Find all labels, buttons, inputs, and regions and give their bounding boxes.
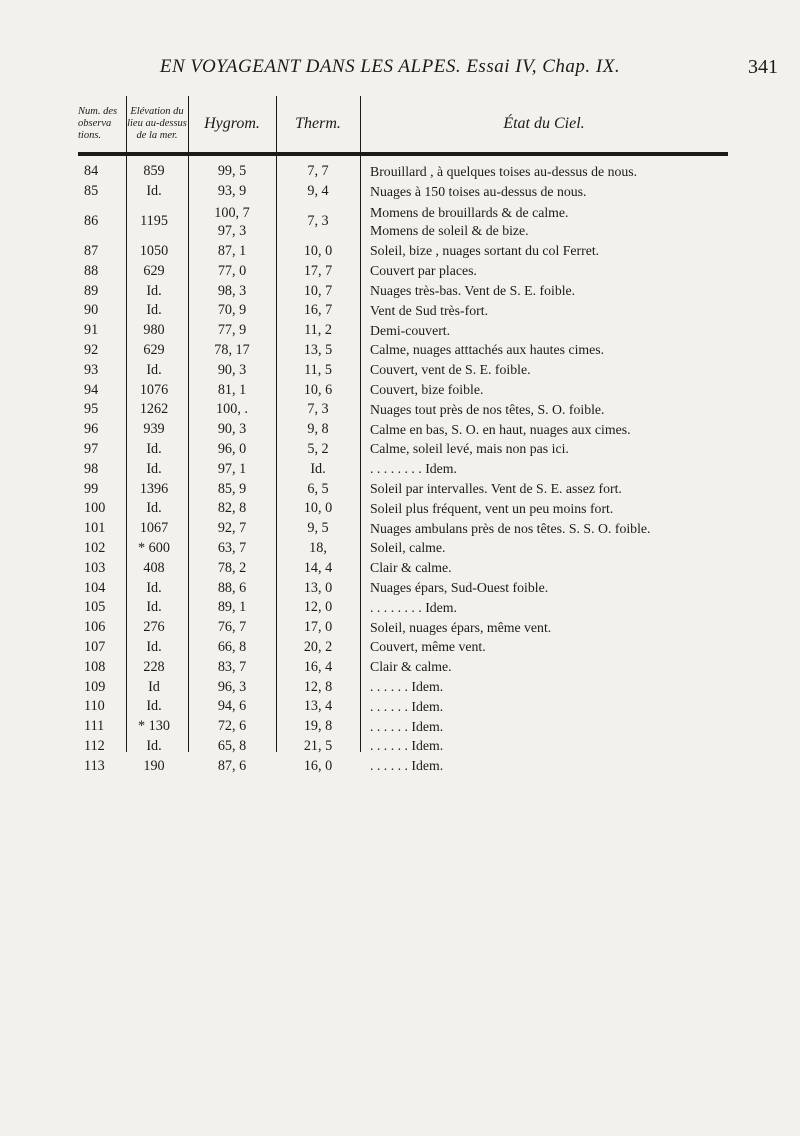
table-row — [78, 657, 728, 677]
elevation-cell: Id. — [146, 183, 162, 200]
elevation-cell: Id. — [146, 440, 162, 457]
observation-number: 113 — [84, 757, 105, 774]
sky-state-cell: Calme en bas, S. O. en haut, nuages aux cimes. — [370, 421, 631, 437]
hygrometer-cell: 76, 7 — [217, 619, 247, 636]
hygrometer-cell: 63, 7 — [217, 539, 247, 556]
hygrometer-cell-line: 97, 3 — [217, 222, 247, 239]
sky-state-cell: Demi-couvert. — [370, 322, 451, 338]
sky-state-cell: . . . . . . Idem. — [370, 738, 444, 754]
hygrometer-cell: 98, 3 — [217, 282, 247, 299]
sky-state-cell: . . . . . . Idem. — [370, 698, 444, 714]
observation-number: 85 — [84, 183, 99, 200]
hygrometer-cell: 66, 8 — [217, 638, 247, 655]
elevation-cell: 276 — [143, 619, 165, 636]
hygrometer-cell: 96, 0 — [217, 440, 247, 457]
sky-state-cell: Soleil, calme. — [370, 540, 446, 556]
observation-number: 107 — [84, 638, 106, 655]
sky-state-cell: Couvert par places. — [370, 263, 477, 279]
thermometer-cell: 12, 0 — [303, 599, 333, 616]
hygrometer-cell: 99, 5 — [217, 163, 247, 180]
thermometer-cell: 13, 0 — [303, 579, 333, 596]
hygrometer-cell: 90, 3 — [217, 421, 247, 438]
sky-state-cell: Soleil, nuages épars, même vent. — [370, 619, 552, 635]
table-row — [78, 301, 728, 321]
thermometer-cell: 11, 5 — [304, 361, 332, 378]
thermometer-cell: 17, 0 — [303, 619, 333, 636]
sky-state-cell: Nuages très-bas. Vent de S. E. foible. — [370, 283, 576, 299]
sky-state-cell: Nuages ambulans près de nos têtes. S. S. O. foible. — [370, 520, 651, 536]
thermometer-cell: 13, 5 — [303, 341, 333, 358]
thermometer-cell: 16, 4 — [303, 658, 333, 675]
header-thermometer: Therm. — [295, 115, 341, 132]
table-row — [78, 479, 728, 499]
observation-number: 104 — [84, 579, 106, 596]
header-hygrometer: Hygrom. — [204, 115, 260, 132]
sky-state-cell — [360, 204, 728, 240]
sky-state-cell: Nuages épars, Sud-Ouest foible. — [370, 580, 549, 596]
elevation-cell: Id. — [146, 282, 162, 299]
hygrometer-cell: 81, 1 — [217, 381, 247, 398]
hygrometer-cell: 87, 1 — [217, 242, 247, 259]
observation-number: 91 — [84, 322, 99, 339]
elevation-cell: 1195 — [140, 213, 168, 230]
table-row — [78, 400, 728, 420]
elevation-cell: 629 — [143, 341, 165, 358]
sky-state-cell: Calme, nuages atttachés aux hautes cimes. — [370, 342, 605, 358]
observation-number: 97 — [84, 440, 99, 457]
thermometer-cell: 7, 3 — [307, 213, 329, 230]
table-row — [78, 519, 728, 539]
thermometer-cell: 10, 7 — [303, 282, 333, 299]
hygrometer-cell: 78, 2 — [217, 559, 247, 576]
hygrometer-cell — [188, 204, 276, 240]
observation-number: 103 — [84, 559, 106, 576]
observation-table — [78, 98, 728, 776]
observation-number: 110 — [84, 698, 105, 715]
thermometer-cell: 9, 8 — [307, 421, 329, 438]
table-row — [78, 499, 728, 519]
thermometer-cell: 7, 3 — [307, 401, 329, 418]
hygrometer-cell: 77, 0 — [217, 262, 247, 279]
table-row — [78, 677, 728, 697]
elevation-cell: 1262 — [139, 401, 169, 418]
elevation-cell: * 600 — [138, 539, 170, 556]
elevation-cell: Id. — [146, 698, 162, 715]
observation-number: 98 — [84, 460, 99, 477]
table-row — [78, 242, 728, 262]
sky-state-cell: Couvert, vent de S. E. foible. — [370, 362, 531, 378]
table-row — [78, 756, 728, 776]
running-title: EN VOYAGEANT DANS LES ALPES. Essai IV, Chap. IX. — [159, 56, 621, 77]
thermometer-cell: 7, 7 — [307, 163, 329, 180]
observation-number: 111 — [84, 718, 105, 735]
hygrometer-cell: 92, 7 — [217, 520, 247, 537]
table-row — [78, 321, 728, 341]
sky-state-cell: Clair & calme. — [370, 659, 452, 675]
hygrometer-cell: 89, 1 — [217, 599, 247, 616]
table-row — [78, 717, 728, 737]
thermometer-cell: 5, 2 — [307, 440, 329, 457]
elevation-cell: Id. — [146, 579, 162, 596]
table-row — [78, 380, 728, 400]
table-row — [78, 598, 728, 618]
thermometer-cell: 6, 5 — [307, 480, 329, 497]
observation-number: 108 — [84, 658, 106, 675]
hygrometer-cell: 94, 6 — [217, 698, 247, 715]
thermometer-cell: 11, 2 — [304, 322, 332, 339]
elevation-cell: Id. — [146, 460, 162, 477]
header-elevation: Elévation du lieu au-dessus de la mer. — [127, 106, 187, 141]
hygrometer-cell: 83, 7 — [217, 658, 247, 675]
observation-number: 92 — [84, 341, 99, 358]
thermometer-cell: Id. — [310, 460, 326, 477]
thermometer-cell: 12, 8 — [303, 678, 333, 695]
thermometer-cell: 9, 5 — [307, 520, 329, 537]
column-divider — [126, 96, 127, 752]
thermometer-cell: 18, — [309, 539, 327, 556]
sky-state-cell: Couvert, même vent. — [370, 639, 486, 655]
elevation-cell: Id. — [146, 737, 162, 754]
elevation-cell: Id. — [146, 500, 162, 517]
table-row — [78, 440, 728, 460]
elevation-cell: 1050 — [139, 242, 169, 259]
table-row — [78, 697, 728, 717]
elevation-cell: 939 — [143, 421, 165, 438]
table-row — [78, 539, 728, 559]
observation-number: 84 — [84, 163, 99, 180]
observation-number: 93 — [84, 361, 99, 378]
hygrometer-cell: 88, 6 — [217, 579, 247, 596]
hygrometer-cell: 96, 3 — [217, 678, 247, 695]
sky-state-cell: Nuages tout près de nos têtes, S. O. foible. — [370, 401, 605, 417]
header-observations: Num. des observa tions. — [78, 106, 118, 141]
sky-state-cell: Calme, soleil levé, mais non pas ici. — [370, 441, 569, 457]
hygrometer-cell: 70, 9 — [217, 302, 247, 319]
elevation-cell: 1396 — [139, 480, 169, 497]
observation-number: 109 — [84, 678, 106, 695]
hygrometer-cell: 97, 1 — [217, 460, 247, 477]
observation-number: 90 — [84, 302, 99, 319]
table-row — [78, 360, 728, 380]
table-row — [78, 341, 728, 361]
observation-number: 99 — [84, 480, 99, 497]
sky-state-cell: Vent de Sud très-fort. — [370, 302, 489, 318]
hygrometer-cell: 100, . — [216, 401, 248, 418]
observation-number: 89 — [84, 282, 99, 299]
elevation-cell: 1067 — [139, 520, 169, 537]
observation-number: 101 — [84, 520, 106, 537]
elevation-cell: 980 — [143, 322, 165, 339]
thermometer-cell: 19, 8 — [303, 718, 333, 735]
column-divider — [360, 96, 361, 752]
thermometer-cell: 16, 7 — [303, 302, 333, 319]
sky-state-cell: Soleil, bize , nuages sortant du col Ferret. — [370, 243, 600, 259]
sky-state-cell: Soleil plus fréquent, vent un peu moins fort. — [370, 500, 614, 516]
hygrometer-cell: 77, 9 — [217, 322, 247, 339]
thermometer-cell: 20, 2 — [303, 638, 333, 655]
sky-state-cell: Soleil par intervalles. Vent de S. E. assez fort. — [370, 481, 622, 497]
column-divider — [188, 96, 189, 752]
hygrometer-cell: 90, 3 — [217, 361, 247, 378]
table-row — [78, 618, 728, 638]
sky-state-cell-line: Momens de brouillards & de calme. — [370, 204, 569, 220]
hygrometer-cell: 72, 6 — [217, 718, 247, 735]
table-row — [78, 558, 728, 578]
thermometer-cell: 17, 7 — [303, 262, 333, 279]
thermometer-cell: 10, 0 — [303, 242, 333, 259]
hygrometer-cell: 93, 9 — [217, 183, 247, 200]
hygrometer-cell-line: 100, 7 — [214, 204, 250, 221]
observation-number: 95 — [84, 401, 99, 418]
observation-number: 100 — [84, 500, 106, 517]
sky-state-cell: . . . . . . Idem. — [370, 758, 444, 774]
sky-state-cell: Couvert, bize foible. — [370, 382, 484, 398]
table-row — [78, 261, 728, 281]
table-row — [78, 182, 728, 202]
table-header — [78, 98, 728, 150]
page-number: 341 — [748, 56, 778, 78]
elevation-cell: Id. — [146, 361, 162, 378]
hygrometer-cell: 85, 9 — [217, 480, 247, 497]
table-body — [78, 162, 728, 776]
thermometer-cell: 21, 5 — [303, 737, 333, 754]
observation-number: 94 — [84, 381, 99, 398]
observation-number: 105 — [84, 599, 106, 616]
thermometer-cell: 9, 4 — [307, 183, 329, 200]
thermometer-cell: 14, 4 — [303, 559, 333, 576]
header-sky-state: État du Ciel. — [503, 115, 585, 132]
hygrometer-cell: 65, 8 — [217, 737, 247, 754]
thermometer-cell: 16, 0 — [303, 757, 333, 774]
observation-number: 106 — [84, 619, 106, 636]
table-row — [78, 162, 728, 182]
hygrometer-cell: 82, 8 — [217, 500, 247, 517]
table-row — [78, 420, 728, 440]
elevation-cell: 190 — [143, 757, 165, 774]
sky-state-cell: . . . . . . Idem. — [370, 679, 444, 695]
elevation-cell: 1076 — [139, 381, 169, 398]
hygrometer-cell: 78, 17 — [214, 341, 250, 358]
elevation-cell: Id. — [146, 599, 162, 616]
observation-number: 88 — [84, 262, 99, 279]
table-row — [78, 202, 728, 242]
header-rule — [78, 152, 728, 156]
table-row — [78, 459, 728, 479]
elevation-cell: * 130 — [138, 718, 170, 735]
sky-state-cell: Nuages à 150 toises au-dessus de nous. — [370, 183, 587, 199]
elevation-cell: 408 — [143, 559, 165, 576]
sky-state-cell: . . . . . . . . Idem. — [370, 461, 457, 477]
thermometer-cell: 13, 4 — [303, 698, 333, 715]
hygrometer-cell: 87, 6 — [217, 757, 247, 774]
sky-state-cell: Clair & calme. — [370, 560, 452, 576]
elevation-cell: 859 — [143, 163, 165, 180]
thermometer-cell: 10, 0 — [303, 500, 333, 517]
sky-state-cell-line: Momens de soleil & de bize. — [370, 222, 529, 238]
table-row — [78, 578, 728, 598]
sky-state-cell: Brouillard , à quelques toises au-dessus de nous. — [370, 163, 638, 179]
column-divider — [276, 96, 277, 752]
observation-number: 112 — [84, 737, 105, 754]
elevation-cell: Id — [148, 678, 160, 695]
elevation-cell: 228 — [143, 658, 165, 675]
observation-number: 102 — [84, 539, 106, 556]
elevation-cell: 629 — [143, 262, 165, 279]
elevation-cell: Id. — [146, 302, 162, 319]
thermometer-cell: 10, 6 — [303, 381, 333, 398]
elevation-cell: Id. — [146, 638, 162, 655]
table-row — [78, 737, 728, 757]
observation-number: 96 — [84, 421, 99, 438]
observation-number: 86 — [84, 213, 99, 230]
table-row — [78, 281, 728, 301]
sky-state-cell: . . . . . . . . Idem. — [370, 599, 457, 615]
table-row — [78, 638, 728, 658]
sky-state-cell: . . . . . . Idem. — [370, 718, 444, 734]
observation-number: 87 — [84, 242, 99, 259]
